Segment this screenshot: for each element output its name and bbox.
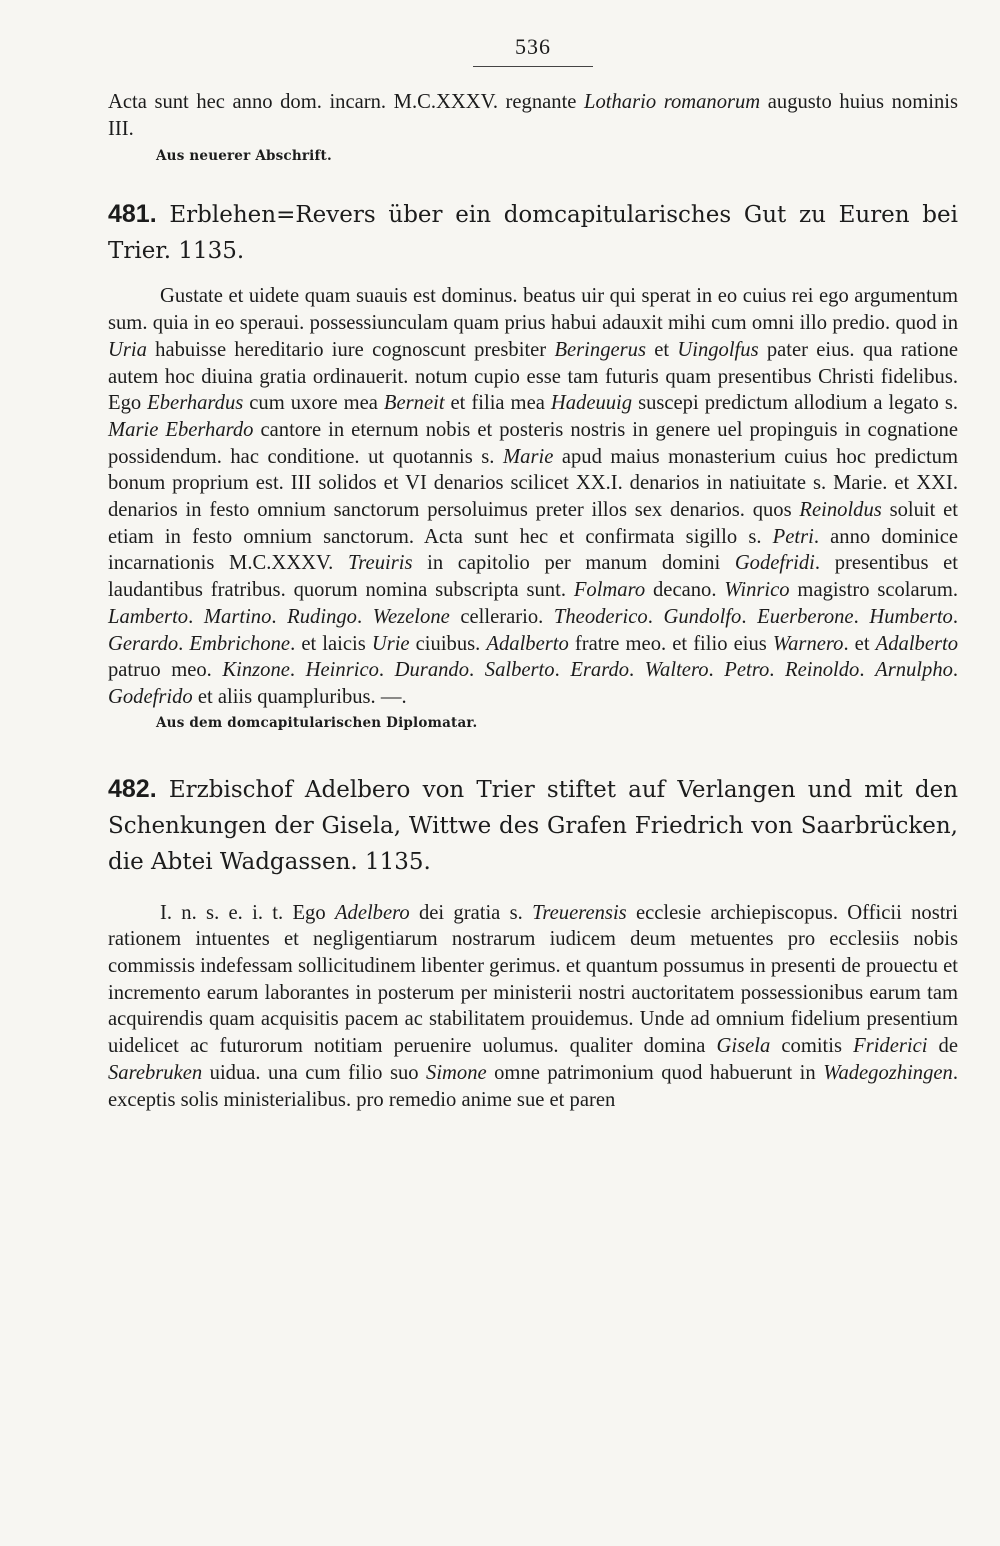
document-number: 481. — [108, 200, 157, 229]
document-481-text: Gustate et uidete quam suauis est dominus. beatus uir qui sperat in eo cuius rei ego argumentum sum. quia in eo speraui. possessiunculam quam prius habui adauxit mihi cum omni illo predio. quod in Uria habuisse hereditario iure cognoscunt presbiter Beringerus et Uingolfus pater eius. qua ratione autem hoc diuina gratia ordinauerit. notum cupio esse tam futuris quam presentibus Christi fidelibus. Ego Eberhardus cum uxore mea Berneit et filia mea Hadeuuig suscepi predictum allodium a legato s. Marie Eberhardo cantore in eternum nobis et posteris nostris in genere uel propinguis in cognatione possidendum. hac conditione. ut quotannis s. Marie apud maius monasterium cuius hoc predictum bonum proprium est. III solidos et VI denarios scilicet XX.I. denarios in natiuitate s. Marie. et XXI. denarios in festo omnium sanctorum persoluimus preter illos sex denarios. quos Reinoldus soluit et etiam in festo omnium sanctorum. Acta sunt hec et confirmata sigillo s. Petri. anno dominice incarnationis M.C.XXXV. Treuiris in capitolio per manum domini Godefridi. presentibus et laudantibus fratribus. quorum nomina subscripta sunt. Folmaro decano. Winrico magistro scolarum. Lamberto. Martino. Rudingo. Wezelone cellerario. Theoderico. Gundolfo. Euerberone. Humberto. Gerardo. Embrichone. et laicis Urie ciuibus. Adalberto fratre meo. et filio eius Warnero. et Adalberto patruo meo. Kinzone. Heinrico. Durando. Salberto. Erardo. Waltero. Petro. Reinoldo. Arnulpho. Godefrido et aliis quampluribus. —. — [108, 285, 959, 708]
document-482-text: I. n. s. e. i. t. Ego Adelbero dei gratia s. Treuerensis ecclesie archiepiscopus. Officii nostri rationem intuentes et negligentiarum nostrarum iudicem deum metuentes pro ecclesiis nobis commissis indefessam sollicitudinem libenter gerimus. et quantum possumus in presenti de prouectu et incremento earum laborantes in posterum per ministerii nostri auctoritatem possessionibus earum tam acquirendis quam acquisitis pacem ac stabilitatem prouidemus. Unde ad omnium fidelium presentium uidelicet ac futurorum notitiam peruenire uolumus. qualiter domina Gisela comitis Friderici de Sarebruken uidua. una cum filio suo Simone omne patrimonium quod habuerunt in Wadegozhingen. exceptis solis ministerialibus. pro remedio anime sue et paren — [108, 901, 959, 1111]
document-title: Erblehen=Revers über ein domcapitularisches Gut zu Euren bei Trier. 1135. — [108, 202, 958, 265]
document-481-heading — [108, 196, 958, 269]
source-note: Aus dem domcapitularischen Diplomatar. — [156, 714, 478, 731]
document-page — [108, 34, 958, 1113]
source-note: Aus neuerer Abschrift. — [156, 148, 332, 165]
document-title: Erzbischof Adelbero von Trier stiftet auf Verlangen und mit den Schenkungen der Gisela, Wittwe des Grafen Friedrich von Saarbrücken, die Abtei Wadgassen. 1135. — [108, 776, 959, 875]
document-482-heading — [108, 771, 958, 880]
previous-charter-ending: Acta sunt hec anno dom. incarn. M.C.XXXV. regnante Lothario romanorum augusto huius nominis III. — [108, 91, 958, 140]
header-rule — [473, 66, 593, 67]
document-number: 482. — [108, 774, 157, 803]
page-number: 536 — [515, 34, 551, 59]
